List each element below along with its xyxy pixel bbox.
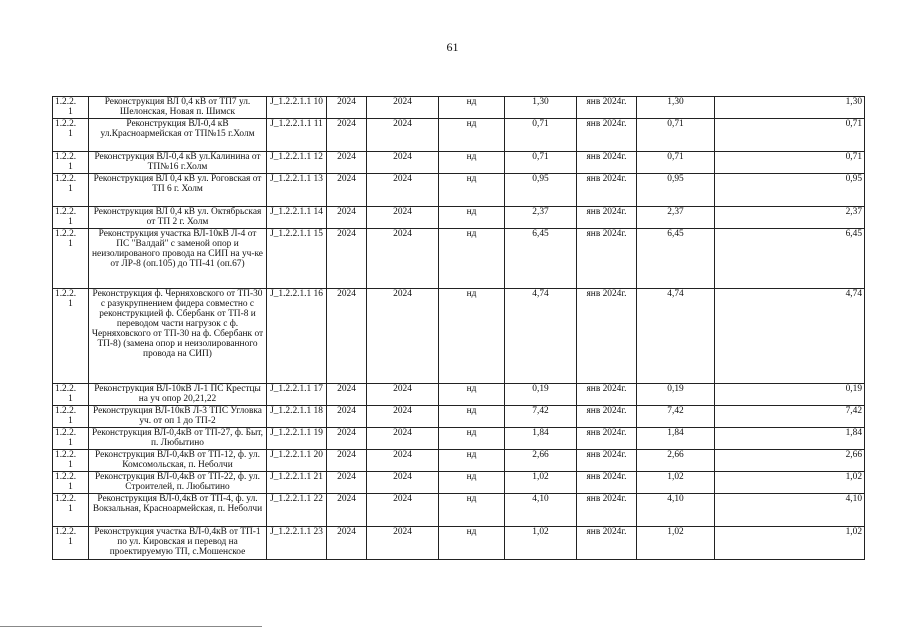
start-year: 2024 [327, 207, 367, 229]
project-name: Реконструкция ВЛ-0,4кВ от ТП-27, ф. Быт, п. Любытино [89, 428, 267, 450]
status-cell: нд [439, 450, 505, 472]
value-cell: 4,10 [505, 494, 577, 527]
row-number [53, 406, 89, 428]
project-name: Реконструкция участка ВЛ-10кВ Л-4 от ПС "Валдай" с заменой опор и неизолированого провода на СИП на уч-ке от ЛР-8 (оп.105) до ТП-41 (оп.67) [89, 229, 267, 289]
row-number-part: 1.2.2. [55, 174, 77, 184]
row-number [53, 97, 89, 119]
date-cell: янв 2024г. [577, 450, 637, 472]
row-number [53, 384, 89, 406]
end-year: 2024 [367, 119, 439, 152]
project-code: J_1.2.2.1.1 14 [267, 207, 327, 229]
table-row [53, 494, 865, 527]
row-number-part: 1.2.2. [55, 119, 77, 129]
row-number-part: 1.2.2. [55, 229, 77, 239]
table-body [53, 97, 865, 560]
value-cell: 1,02 [505, 472, 577, 494]
project-name: Реконструкция ВЛ 0,4 кВ ул. Октябрьская от ТП 2 г. Холм [89, 207, 267, 229]
value-cell: 4,74 [505, 289, 577, 384]
table-row [53, 450, 865, 472]
value-cell-2: 1,30 [637, 97, 715, 119]
row-number-suffix: 1 [68, 482, 73, 492]
row-number-part: 1.2.2. [55, 527, 77, 537]
date-cell: янв 2024г. [577, 384, 637, 406]
row-number [53, 472, 89, 494]
status-cell: нд [439, 406, 505, 428]
row-number [53, 174, 89, 207]
start-year: 2024 [327, 428, 367, 450]
end-year: 2024 [367, 527, 439, 560]
status-cell: нд [439, 289, 505, 384]
date-cell: янв 2024г. [577, 289, 637, 384]
value-cell: 0,71 [505, 119, 577, 152]
table-row [53, 174, 865, 207]
status-cell: нд [439, 174, 505, 207]
date-cell: янв 2024г. [577, 97, 637, 119]
project-name: Реконструкция участка ВЛ-0,4кВ от ТП-1 по ул. Кировская и перевод на проектируемую ТП, с.Мошенское [89, 527, 267, 560]
value-cell-2: 4,10 [637, 494, 715, 527]
status-cell: нд [439, 472, 505, 494]
table-row [53, 229, 865, 289]
date-cell: янв 2024г. [577, 472, 637, 494]
row-number-suffix: 1 [68, 184, 73, 194]
value-cell: 0,95 [505, 174, 577, 207]
row-number-part: 1.2.2. [55, 384, 77, 394]
value-cell-3: 0,19 [715, 384, 865, 406]
row-number-part: 1.2.2. [55, 97, 77, 107]
value-cell-3: 0,71 [715, 119, 865, 152]
project-code: J_1.2.2.1.1 19 [267, 428, 327, 450]
value-cell-2: 1,02 [637, 472, 715, 494]
project-code: J_1.2.2.1.1 23 [267, 527, 327, 560]
table-row [53, 527, 865, 560]
table-row [53, 384, 865, 406]
page-number: 61 [446, 40, 459, 54]
project-code: J_1.2.2.1.1 11 [267, 119, 327, 152]
project-name: Реконструкция ф. Черняховского от ТП-30 с разукрупнением фидера совместно с реконструкцией ф. Сбербанк от ТП-8 и переводом части нагрузок с ф. Черняховского от ТП-30 на ф. Сбербанк от ТП-8) (замена опор и неизолированного провода на СИП) [89, 289, 267, 384]
row-number-suffix: 1 [68, 416, 73, 426]
row-number-part: 1.2.2. [55, 428, 77, 438]
end-year: 2024 [367, 472, 439, 494]
value-cell-3: 6,45 [715, 229, 865, 289]
row-number-suffix: 1 [68, 394, 73, 404]
value-cell-2: 6,45 [637, 229, 715, 289]
value-cell-3: 2,66 [715, 450, 865, 472]
row-number [53, 119, 89, 152]
row-number-suffix: 1 [68, 217, 73, 227]
project-code: J_1.2.2.1.1 17 [267, 384, 327, 406]
project-name: Реконструкция ВЛ-0,4кВ от ТП-12, ф. ул. Комсомольская, п. Неболчи [89, 450, 267, 472]
table-row [53, 428, 865, 450]
row-number [53, 527, 89, 560]
table-row [53, 472, 865, 494]
value-cell-2: 2,37 [637, 207, 715, 229]
start-year: 2024 [327, 229, 367, 289]
value-cell-3: 1,02 [715, 472, 865, 494]
row-number-suffix: 1 [68, 129, 73, 139]
start-year: 2024 [327, 384, 367, 406]
end-year: 2024 [367, 384, 439, 406]
project-code: J_1.2.2.1.1 15 [267, 229, 327, 289]
status-cell: нд [439, 428, 505, 450]
row-number-suffix: 1 [68, 438, 73, 448]
value-cell: 6,45 [505, 229, 577, 289]
row-number-suffix: 1 [68, 239, 73, 249]
row-number-suffix: 1 [68, 537, 73, 547]
date-cell: янв 2024г. [577, 527, 637, 560]
status-cell: нд [439, 384, 505, 406]
row-number-suffix: 1 [68, 107, 73, 117]
row-number [53, 289, 89, 384]
row-number-part: 1.2.2. [55, 207, 77, 217]
value-cell-2: 1,02 [637, 527, 715, 560]
status-cell: нд [439, 152, 505, 174]
project-code: J_1.2.2.1.1 21 [267, 472, 327, 494]
table-row [53, 119, 865, 152]
row-number-part: 1.2.2. [55, 494, 77, 504]
end-year: 2024 [367, 450, 439, 472]
table-row [53, 207, 865, 229]
project-name: Реконструкция ВЛ-10кВ Л-3 ТПС Угловка уч. от оп 1 до ТП-2 [89, 406, 267, 428]
project-name: Реконструкция ВЛ 0,4 кВ от ТП7 ул. Шелонская, Новая п. Шимск [89, 97, 267, 119]
row-number-part: 1.2.2. [55, 450, 77, 460]
project-code: J_1.2.2.1.1 10 [267, 97, 327, 119]
project-name: Реконструкция ВЛ-0,4кВ от ТП-22, ф. ул. Строителей, п. Любытино [89, 472, 267, 494]
date-cell: янв 2024г. [577, 207, 637, 229]
status-cell: нд [439, 207, 505, 229]
date-cell: янв 2024г. [577, 152, 637, 174]
value-cell: 2,66 [505, 450, 577, 472]
date-cell: янв 2024г. [577, 494, 637, 527]
end-year: 2024 [367, 494, 439, 527]
date-cell: янв 2024г. [577, 174, 637, 207]
row-number-part: 1.2.2. [55, 472, 77, 482]
row-number [53, 229, 89, 289]
project-code: J_1.2.2.1.1 12 [267, 152, 327, 174]
row-number-suffix: 1 [68, 162, 73, 172]
date-cell: янв 2024г. [577, 229, 637, 289]
value-cell-2: 1,84 [637, 428, 715, 450]
start-year: 2024 [327, 450, 367, 472]
table-row [53, 97, 865, 119]
project-code: J_1.2.2.1.1 13 [267, 174, 327, 207]
value-cell: 2,37 [505, 207, 577, 229]
value-cell-3: 0,71 [715, 152, 865, 174]
status-cell: нд [439, 119, 505, 152]
project-code: J_1.2.2.1.1 18 [267, 406, 327, 428]
value-cell: 1,84 [505, 428, 577, 450]
value-cell-2: 0,19 [637, 384, 715, 406]
status-cell: нд [439, 97, 505, 119]
status-cell: нд [439, 527, 505, 560]
date-cell: янв 2024г. [577, 428, 637, 450]
table-row [53, 406, 865, 428]
row-number-suffix: 1 [68, 504, 73, 514]
value-cell: 0,71 [505, 152, 577, 174]
row-number-part: 1.2.2. [55, 406, 77, 416]
start-year: 2024 [327, 174, 367, 207]
start-year: 2024 [327, 494, 367, 527]
row-number [53, 494, 89, 527]
value-cell-2: 0,95 [637, 174, 715, 207]
start-year: 2024 [327, 97, 367, 119]
investment-table [52, 96, 865, 560]
status-cell: нд [439, 229, 505, 289]
project-name: Реконструкция ВЛ-0,4 кВ ул.Калинина от ТП№16 г.Холм [89, 152, 267, 174]
start-year: 2024 [327, 527, 367, 560]
value-cell: 7,42 [505, 406, 577, 428]
project-code: J_1.2.2.1.1 22 [267, 494, 327, 527]
row-number-part: 1.2.2. [55, 152, 77, 162]
value-cell-3: 1,02 [715, 527, 865, 560]
table-row [53, 289, 865, 384]
start-year: 2024 [327, 152, 367, 174]
row-number [53, 428, 89, 450]
project-name: Реконструкция ВЛ-0,4 кВ ул.Красноармейская от ТП№15 г.Холм [89, 119, 267, 152]
value-cell: 1,02 [505, 527, 577, 560]
footer-rule [0, 626, 262, 627]
value-cell-2: 0,71 [637, 119, 715, 152]
row-number-suffix: 1 [68, 299, 73, 309]
status-cell: нд [439, 494, 505, 527]
end-year: 2024 [367, 428, 439, 450]
value-cell-2: 4,74 [637, 289, 715, 384]
start-year: 2024 [327, 406, 367, 428]
value-cell-3: 4,10 [715, 494, 865, 527]
value-cell-3: 7,42 [715, 406, 865, 428]
row-number [53, 450, 89, 472]
project-name: Реконструкция ВЛ-0,4кВ от ТП-4, ф. ул. Вокзальная, Красноармейская, п. Неболчи [89, 494, 267, 527]
project-code: J_1.2.2.1.1 20 [267, 450, 327, 472]
date-cell: янв 2024г. [577, 406, 637, 428]
start-year: 2024 [327, 472, 367, 494]
end-year: 2024 [367, 289, 439, 384]
value-cell-3: 1,84 [715, 428, 865, 450]
value-cell-2: 7,42 [637, 406, 715, 428]
value-cell-2: 0,71 [637, 152, 715, 174]
end-year: 2024 [367, 406, 439, 428]
project-name: Реконструкция ВЛ 0,4 кВ ул. Роговская от ТП 6 г. Холм [89, 174, 267, 207]
project-code: J_1.2.2.1.1 16 [267, 289, 327, 384]
value-cell-3: 2,37 [715, 207, 865, 229]
value-cell: 0,19 [505, 384, 577, 406]
date-cell: янв 2024г. [577, 119, 637, 152]
row-number [53, 152, 89, 174]
start-year: 2024 [327, 289, 367, 384]
row-number-suffix: 1 [68, 460, 73, 470]
value-cell-3: 4,74 [715, 289, 865, 384]
row-number [53, 207, 89, 229]
start-year: 2024 [327, 119, 367, 152]
table-row [53, 152, 865, 174]
end-year: 2024 [367, 174, 439, 207]
end-year: 2024 [367, 207, 439, 229]
value-cell: 1,30 [505, 97, 577, 119]
value-cell-3: 1,30 [715, 97, 865, 119]
row-number-part: 1.2.2. [55, 289, 77, 299]
project-name: Реконструкция ВЛ-10кВ Л-1 ПС Крестцы на уч опор 20,21,22 [89, 384, 267, 406]
end-year: 2024 [367, 229, 439, 289]
value-cell-2: 2,66 [637, 450, 715, 472]
end-year: 2024 [367, 152, 439, 174]
end-year: 2024 [367, 97, 439, 119]
value-cell-3: 0,95 [715, 174, 865, 207]
